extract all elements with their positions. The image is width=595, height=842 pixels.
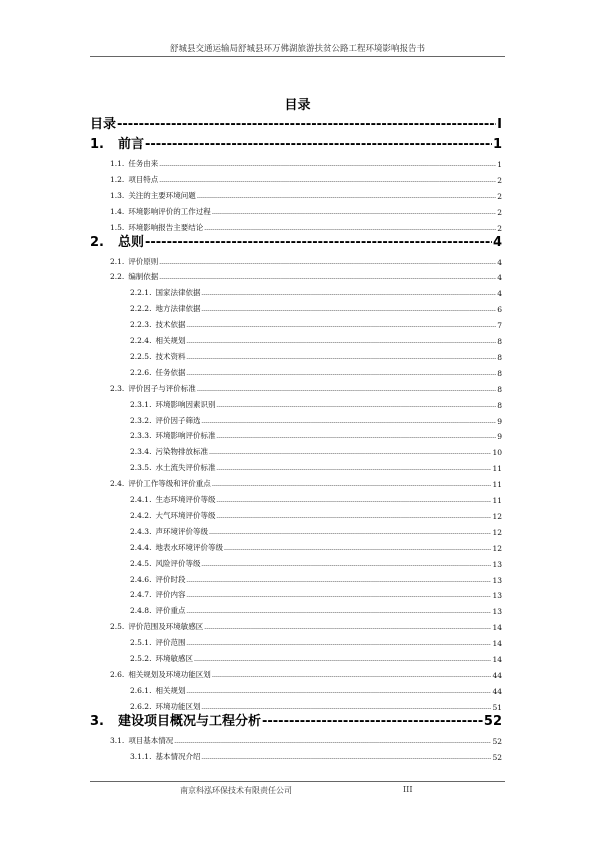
toc-leader-dots (216, 434, 496, 441)
toc-chapter-entry[interactable] (90, 136, 502, 152)
toc-leader-dots (201, 562, 491, 569)
toc-leader-dots (224, 546, 491, 553)
toc-entry-label (130, 335, 185, 346)
toc-entry-label (110, 158, 158, 169)
toc-entry-title: 环境影响评价的工作过程 (128, 206, 211, 216)
toc-subsection-entry[interactable] (130, 750, 502, 762)
toc-entry-label (110, 669, 211, 680)
toc-entry-title: 污染物排放标准 (155, 447, 208, 457)
toc-entry-label (130, 287, 200, 298)
toc-subsection-entry[interactable] (130, 414, 502, 426)
toc-entry-label (130, 399, 215, 410)
toc-leader-dots (117, 117, 496, 132)
toc-entry-title: 评价重点 (155, 606, 186, 616)
toc-subsection-entry[interactable] (130, 350, 502, 362)
toc-leader-dots (197, 387, 496, 394)
toc-entry-label (130, 415, 200, 426)
toc-subsection-entry[interactable] (130, 318, 502, 330)
toc-entry-page: 1 (492, 137, 502, 152)
toc-entry-page: 13 (492, 591, 502, 601)
toc-entry-number: 2.1. (110, 256, 125, 266)
toc-entry-page: 1 (497, 160, 502, 169)
toc-subsection-entry[interactable] (130, 302, 502, 314)
toc-entry-label (130, 303, 200, 314)
toc-entry-number: 2.5.2. (130, 654, 152, 663)
toc-entry-page: 12 (492, 543, 502, 553)
toc-section-entry[interactable] (110, 270, 502, 282)
toc-leader-dots (262, 714, 483, 729)
toc-entry-number: 2.2.3. (130, 320, 152, 330)
toc-entry-page: 14 (492, 623, 502, 633)
toc-leader-dots (186, 641, 491, 648)
toc-entry-label (110, 271, 158, 282)
toc-entry-label (110, 383, 196, 394)
toc-entry-label (90, 713, 261, 729)
toc-entry-label (110, 735, 173, 746)
toc-entry-title: 评价范围 (155, 638, 186, 648)
toc-subsection-entry[interactable] (130, 652, 502, 664)
toc-entry-label (130, 637, 185, 648)
toc-entry-label (130, 319, 185, 330)
running-header: 舒城县交通运输局舒城县环万佛湖旅游扶贫公路工程环境影响报告书 (169, 44, 425, 54)
toc-entry-title: 目录 (90, 117, 117, 132)
toc-subsection-entry[interactable] (130, 684, 502, 696)
toc-section-entry[interactable] (110, 173, 502, 185)
toc-leader-dots (216, 403, 496, 410)
toc-leader-dots (201, 307, 496, 314)
toc-chapter-entry[interactable] (90, 713, 502, 729)
toc-subsection-entry[interactable] (130, 461, 502, 473)
toc-entry-page: 4 (492, 234, 502, 250)
toc-leader-dots (216, 498, 491, 505)
toc-leader-dots (194, 657, 491, 664)
toc-entry-label (110, 190, 196, 201)
toc-entry-page: 8 (497, 384, 502, 394)
toc-entry-number: 2.4.4. (130, 542, 152, 552)
toc-entry-title: 环境敏感区 (155, 654, 193, 663)
toc-entry-number: 1. (90, 137, 104, 152)
toc-subsection-entry[interactable] (130, 541, 502, 553)
toc-leader-dots (186, 323, 496, 330)
footer-page-number: III (403, 785, 413, 794)
toc-leader-dots (174, 739, 491, 746)
toc-entry-label (110, 222, 203, 233)
toc-entry-title: 相关规划 (155, 336, 186, 345)
toc-subsection-entry[interactable] (130, 398, 502, 410)
toc-leader-dots (201, 291, 496, 298)
toc-entry-number: 1.3. (110, 190, 125, 200)
toc-entry-number: 2.2.4. (130, 336, 152, 345)
toc-entry-title: 地表水环境评价等级 (155, 542, 223, 552)
toc-subsection-entry[interactable] (130, 429, 502, 441)
toc-entry-page: 12 (492, 511, 502, 521)
toc-entry-number: 3. (90, 713, 104, 729)
toc-entry-page: 2 (497, 223, 502, 233)
toc-entry-page: 9 (497, 432, 502, 442)
toc-entry-title: 地方法律依据 (155, 304, 201, 314)
toc-section-entry[interactable] (110, 734, 502, 746)
toc-entry-title: 环境影响因素识别 (155, 399, 216, 409)
toc-entry-number: 2.3.5. (130, 463, 152, 473)
toc-subsection-entry[interactable] (130, 588, 502, 600)
toc-entry-page: 8 (497, 400, 502, 410)
toc-entry-label (110, 621, 203, 632)
toc-leader-dots (159, 260, 496, 267)
toc-entry-title: 生态环境评价等级 (155, 495, 216, 504)
toc-entry-number: 2.5. (110, 622, 125, 632)
toc-entry-page: 2 (497, 191, 502, 201)
toc-entry-label (90, 136, 144, 152)
toc-entry-number: 3.1.1. (130, 751, 152, 761)
toc-entry-page: 52 (492, 736, 502, 746)
toc-subsection-entry[interactable] (130, 493, 502, 505)
toc-entry-title: 评价因子与评价标准 (128, 383, 196, 393)
toc-subsection-entry[interactable] (130, 573, 502, 585)
toc-entry-number: 1.5. (110, 222, 125, 232)
toc-chapter-entry[interactable] (90, 234, 502, 250)
toc-entry-title: 基本情况介绍 (155, 751, 201, 761)
toc-leader-dots (186, 593, 491, 600)
toc-subsection-entry[interactable] (130, 525, 502, 537)
toc-leader-dots (197, 194, 496, 201)
toc-entry-title: 评价原则 (128, 256, 159, 266)
toc-entry-number: 2.3.4. (130, 447, 152, 457)
toc-entry-number: 2.4.2. (130, 510, 152, 520)
toc-entry-page: 14 (492, 639, 502, 649)
toc-subsection-entry[interactable] (130, 445, 502, 457)
toc-entry-page: 2 (497, 175, 502, 185)
toc-leader-dots (186, 355, 496, 362)
toc-subsection-entry[interactable] (130, 636, 502, 648)
toc-entry-title: 国家法律依据 (155, 288, 201, 298)
toc-entry-number: 2.4.5. (130, 558, 152, 568)
toc-subsection-entry[interactable] (130, 334, 502, 346)
toc-entry-number: 2.6.1. (130, 685, 152, 695)
toc-entry-title: 评价时段 (155, 574, 186, 584)
toc-entry-label (130, 701, 200, 712)
toc-entry-page: 11 (492, 496, 502, 505)
toc-entry-page: 4 (497, 257, 502, 267)
toc-entry-page: 13 (492, 575, 502, 585)
toc-leader-dots (209, 450, 491, 457)
toc-section-entry[interactable] (110, 382, 502, 394)
toc-entry-title: 技术资料 (155, 351, 186, 361)
footer-rule (90, 781, 505, 782)
toc-entry-title: 项目基本情况 (128, 735, 174, 745)
toc-subsection-entry[interactable] (130, 700, 502, 712)
toc-leader-dots (186, 578, 491, 585)
toc-section-entry[interactable] (110, 620, 502, 632)
toc-leader-dots (216, 466, 491, 473)
toc-section-entry[interactable] (110, 477, 502, 489)
toc-leader-dots (209, 530, 491, 537)
toc-entry-number: 2.4. (110, 479, 125, 489)
toc-entry-title: 大气环境评价等级 (155, 510, 216, 520)
toc-entry-label (90, 234, 144, 250)
toc-entry-title: 项目特点 (128, 174, 159, 184)
toc-subsection-entry[interactable] (130, 509, 502, 521)
toc-leader-dots (145, 137, 492, 152)
toc-entry-number: 2.3.1. (130, 399, 152, 409)
toc-entry-title: 任务由来 (128, 159, 159, 168)
toc-entry-number: 2.2.5. (130, 351, 152, 361)
toc-entry-number: 1.1. (110, 159, 125, 168)
toc-leader-dots (186, 339, 496, 346)
toc-entry-number: 2.2.1. (130, 288, 152, 298)
toc-entry-page: 8 (497, 368, 502, 378)
toc-entry-title: 评价工作等级和评价重点 (128, 479, 211, 489)
toc-entry-page: 8 (497, 352, 502, 362)
toc-entry-label (130, 351, 185, 362)
toc-entry-label (110, 174, 158, 185)
toc-entry-number: 1.4. (110, 206, 125, 216)
toc-entry-page: 11 (492, 480, 502, 490)
toc-entry-title: 编制依据 (128, 272, 159, 282)
toc-subsection-entry[interactable] (130, 557, 502, 569)
toc-entry-number: 2.3. (110, 383, 125, 393)
toc-entry-page: 7 (497, 321, 502, 331)
toc-entry-title: 总则 (117, 234, 144, 250)
toc-entry-label (130, 446, 208, 457)
toc-entry-label (130, 510, 215, 521)
toc-entry-label (130, 542, 223, 553)
toc-leader-dots (201, 705, 491, 712)
toc-entry-title: 相关规划及环境功能区划 (128, 669, 211, 679)
toc-entry-label (130, 558, 200, 569)
toc-leader-dots (212, 210, 496, 217)
toc-entry-number: 2.2.6. (130, 367, 152, 377)
toc-section-entry[interactable] (110, 205, 502, 217)
toc-subsection-entry[interactable] (130, 604, 502, 616)
toc-entry-page: 8 (497, 337, 502, 346)
toc-entry-label (130, 653, 193, 664)
toc-entry-title: 环境影响评价标准 (155, 431, 216, 441)
toc-section-entry[interactable] (110, 189, 502, 201)
toc-leader-dots (186, 689, 491, 696)
toc-entry-number: 2.6.2. (130, 701, 152, 711)
toc-entry-title: 评价内容 (155, 590, 186, 600)
toc-entry-label (130, 526, 208, 537)
toc-entry-number: 2.2.2. (130, 304, 152, 314)
toc-entry-label (130, 605, 185, 616)
toc-entry-page: 13 (492, 607, 502, 617)
toc-entry-number: 2.3.3. (130, 431, 152, 441)
toc-entry-title: 评价因子筛选 (155, 415, 201, 425)
toc-entry-page: 9 (497, 416, 502, 426)
toc-entry-label (110, 256, 158, 267)
toc-leader-dots (159, 162, 496, 169)
toc-entry-page: 12 (492, 527, 502, 537)
toc-entry-number: 2.2. (110, 272, 125, 282)
toc-entry-number: 2.4.7. (130, 590, 152, 600)
toc-leader-dots (201, 419, 496, 426)
toc-leader-dots (216, 514, 491, 521)
toc-leader-dots (159, 178, 496, 185)
footer-company: 南京科泓环保技术有限责任公司 (180, 786, 292, 795)
toc-entry-page: 4 (497, 289, 502, 299)
toc-entry-page: 6 (497, 305, 502, 315)
toc-entry-label (130, 589, 185, 600)
toc-entry-number: 2.6. (110, 669, 125, 679)
toc-entry-page: 13 (492, 559, 502, 569)
page-title: 目录 (284, 98, 311, 113)
toc-leader-dots (159, 275, 496, 282)
toc-entry-title: 评价范围及环境敏感区 (128, 622, 204, 632)
toc-entry-title: 前言 (117, 137, 144, 152)
toc-entry-label (130, 685, 185, 696)
toc-entry-label (130, 751, 200, 762)
toc-entry-label (130, 430, 215, 441)
toc-entry-title: 声环境评价等级 (155, 526, 208, 536)
toc-leader-dots (186, 609, 491, 616)
toc-section-entry[interactable] (110, 157, 502, 169)
toc-subsection-entry[interactable] (130, 286, 502, 298)
toc-entry-title: 风险评价等级 (155, 558, 201, 568)
toc-entry-title: 任务依据 (155, 367, 186, 377)
toc-entry-page: 14 (492, 655, 502, 664)
toc-entry-title: 关注的主要环境问题 (128, 190, 196, 200)
toc-chapter-entry[interactable] (90, 116, 502, 132)
toc-entry-number: 2.4.1. (130, 495, 152, 504)
toc-section-entry[interactable] (110, 255, 502, 267)
toc-entry-title: 技术依据 (155, 320, 186, 330)
toc-leader-dots (212, 482, 492, 489)
toc-entry-label (110, 478, 211, 489)
toc-leader-dots (204, 226, 496, 233)
toc-section-entry[interactable] (110, 221, 502, 233)
toc-entry-page: 44 (492, 670, 502, 680)
toc-section-entry[interactable] (110, 668, 502, 680)
toc-entry-page: 10 (492, 448, 502, 458)
toc-entry-label (130, 574, 185, 585)
toc-entry-label (90, 116, 116, 132)
toc-entry-number: 2.3.2. (130, 415, 152, 425)
toc-entry-number: 2. (90, 234, 104, 250)
toc-subsection-entry[interactable] (130, 366, 502, 378)
toc-entry-number: 2.5.1. (130, 638, 152, 648)
toc-leader-dots (204, 625, 491, 632)
toc-entry-title: 水土流失评价标准 (155, 463, 216, 473)
toc-entry-page: I (497, 117, 502, 132)
toc-entry-number: 3.1. (110, 735, 125, 745)
toc-entry-page: 51 (492, 702, 502, 712)
toc-entry-label (130, 367, 185, 378)
toc-entry-number: 2.4.6. (130, 574, 152, 584)
toc-entry-number: 2.4.8. (130, 606, 152, 616)
toc-entry-page: 52 (483, 713, 502, 729)
toc-leader-dots (212, 673, 492, 680)
toc-entry-title: 环境影响报告主要结论 (128, 222, 204, 232)
toc-entry-page: 52 (492, 752, 502, 762)
toc-entry-label (130, 494, 215, 505)
toc-leader-dots (186, 371, 496, 378)
toc-entry-title: 相关规划 (155, 685, 186, 695)
toc-entry-title: 建设项目概况与工程分析 (117, 713, 261, 729)
toc-entry-page: 44 (492, 686, 502, 696)
toc-entry-label (130, 462, 215, 473)
toc-entry-page: 2 (497, 207, 502, 217)
toc-entry-title: 环境功能区划 (155, 701, 201, 711)
toc-entry-page: 11 (492, 464, 502, 474)
toc-entry-label (110, 206, 211, 217)
toc-entry-page: 4 (497, 273, 502, 283)
toc-entry-number: 2.4.3. (130, 526, 152, 536)
toc-leader-dots (201, 755, 491, 762)
toc-leader-dots (145, 235, 492, 250)
toc-entry-number: 1.2. (110, 174, 125, 184)
